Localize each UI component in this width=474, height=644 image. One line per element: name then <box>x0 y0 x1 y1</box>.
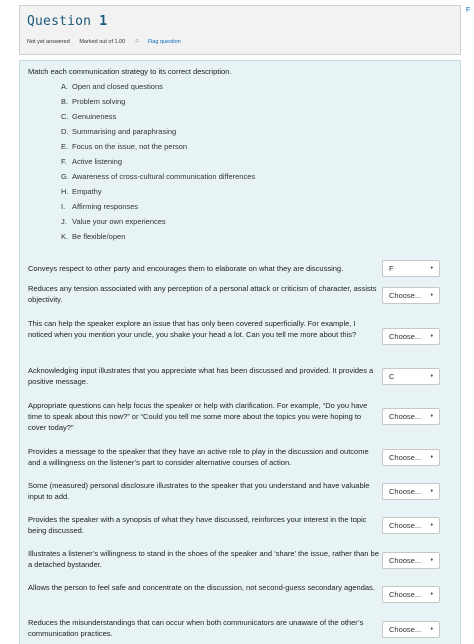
match-select[interactable] <box>382 552 440 569</box>
select-caret-icon[interactable]: ♦ <box>430 557 433 563</box>
flag-question-link[interactable] <box>135 39 189 45</box>
match-select[interactable] <box>382 260 440 277</box>
match-row-text: Reduces the misunderstandings that can occur when both communicators are unaware of the other’s communication practices. <box>28 618 364 638</box>
match-select[interactable] <box>382 328 440 345</box>
select-caret-icon[interactable]: ♦ <box>430 413 433 419</box>
select-value[interactable]: Choose... <box>389 453 422 462</box>
option-item: F. Active listening <box>61 157 123 166</box>
option-item: K. Be flexible/open <box>61 232 126 241</box>
option-item: H. Empathy <box>61 187 102 196</box>
select-value[interactable]: C <box>389 372 395 381</box>
option-item: B. Problem solving <box>61 97 126 106</box>
select-caret-icon[interactable]: ♦ <box>430 265 433 271</box>
match-select[interactable] <box>382 368 440 385</box>
match-row-text: Provides a message to the speaker that they have an active role to play in the discussion and outcome and a willingness on the listener’s part to consider alternative courses of action. <box>28 447 369 467</box>
match-row-text: Acknowledging input illustrates that you appreciate what has been discussed and provided. It provides a positive message. <box>28 366 374 386</box>
question-title <box>27 14 107 29</box>
answer-status: Not yet answered <box>27 39 70 45</box>
select-caret-icon[interactable]: ♦ <box>430 373 433 379</box>
marks-info: Marked out of 1.00 <box>79 39 126 45</box>
match-row-text: Some (measured) personal disclosure illustrates to the speaker that you understand and have valuable input to add. <box>28 481 370 501</box>
flag-question-label[interactable]: Flag question <box>147 39 181 45</box>
match-row-text: This can help the speaker explore an issue that has only been covered superficially. For example, I noticed when you mention your uncle, you shake your head a lot. Can you tell me more about this? <box>28 319 357 339</box>
select-caret-icon[interactable]: ♦ <box>430 591 433 597</box>
option-item: I. Affirming responses <box>61 202 139 211</box>
select-value[interactable]: F <box>389 264 394 273</box>
select-caret-icon[interactable]: ♦ <box>430 488 433 494</box>
match-row-text: Allows the person to feel safe and concentrate on the discussion, not second-guess secondary agendas. <box>28 583 375 592</box>
select-value[interactable]: Choose... <box>389 291 422 300</box>
match-select[interactable] <box>382 449 440 466</box>
select-caret-icon[interactable]: ♦ <box>430 454 433 460</box>
match-select[interactable] <box>382 483 440 500</box>
options-list <box>61 82 255 247</box>
match-select[interactable] <box>382 287 440 304</box>
side-tab-letter[interactable]: F <box>466 7 471 14</box>
match-select[interactable] <box>382 586 440 603</box>
match-row-text: Provides the speaker with a synopsis of what they have discussed, reinforces your interest in the topic being discussed. <box>28 515 367 535</box>
select-value[interactable]: Choose... <box>389 487 422 496</box>
match-row-text: Reduces any tension associated with any perception of a personal attack or criticism of character, assists objectivity. <box>28 284 377 304</box>
select-value[interactable]: Choose... <box>389 625 422 634</box>
flag-icon[interactable]: ⚐ <box>134 39 140 45</box>
match-select[interactable] <box>382 517 440 534</box>
option-item: C. Genuineness <box>61 112 117 121</box>
match-row-text: Conveys respect to other party and encourages them to elaborate on what they are discussing. <box>28 264 344 273</box>
select-caret-icon[interactable]: ♦ <box>430 522 433 528</box>
select-caret-icon[interactable]: ♦ <box>430 292 433 298</box>
select-caret-icon[interactable]: ♦ <box>430 626 433 632</box>
select-value[interactable]: Choose... <box>389 521 422 530</box>
option-item: G. Awareness of cross-cultural communication differences <box>61 172 256 181</box>
question-meta <box>27 39 197 45</box>
select-value[interactable]: Choose... <box>389 412 422 421</box>
option-item: E. Focus on the issue, not the person <box>61 142 188 151</box>
select-caret-icon[interactable]: ♦ <box>430 333 433 339</box>
question-number: 1 <box>99 14 108 29</box>
question-info-panel <box>19 5 461 55</box>
match-row-text: Appropriate questions can help focus the speaker or help with clarification. For example, “Do you have time to speak about this now?” or “Could you tell me some more about the topics you were hoping to cover today?” <box>28 401 368 432</box>
match-select[interactable] <box>382 408 440 425</box>
question-content <box>19 60 461 644</box>
option-item: A. Open and closed questions <box>61 82 163 91</box>
select-value[interactable]: Choose... <box>389 590 422 599</box>
match-select[interactable] <box>382 621 440 638</box>
select-value[interactable]: Choose... <box>389 556 422 565</box>
select-value[interactable]: Choose... <box>389 332 422 341</box>
question-label: Question <box>27 14 92 29</box>
option-item: D. Summarising and paraphrasing <box>61 127 177 136</box>
match-row-text: Illustrates a listener’s willingness to stand in the shoes of the speaker and ‘share’ the issue, rather than be a detached bystander. <box>28 549 379 569</box>
option-item: J. Value your own experiences <box>61 217 166 226</box>
question-prompt: Match each communication strategy to its correct description. <box>28 67 232 76</box>
